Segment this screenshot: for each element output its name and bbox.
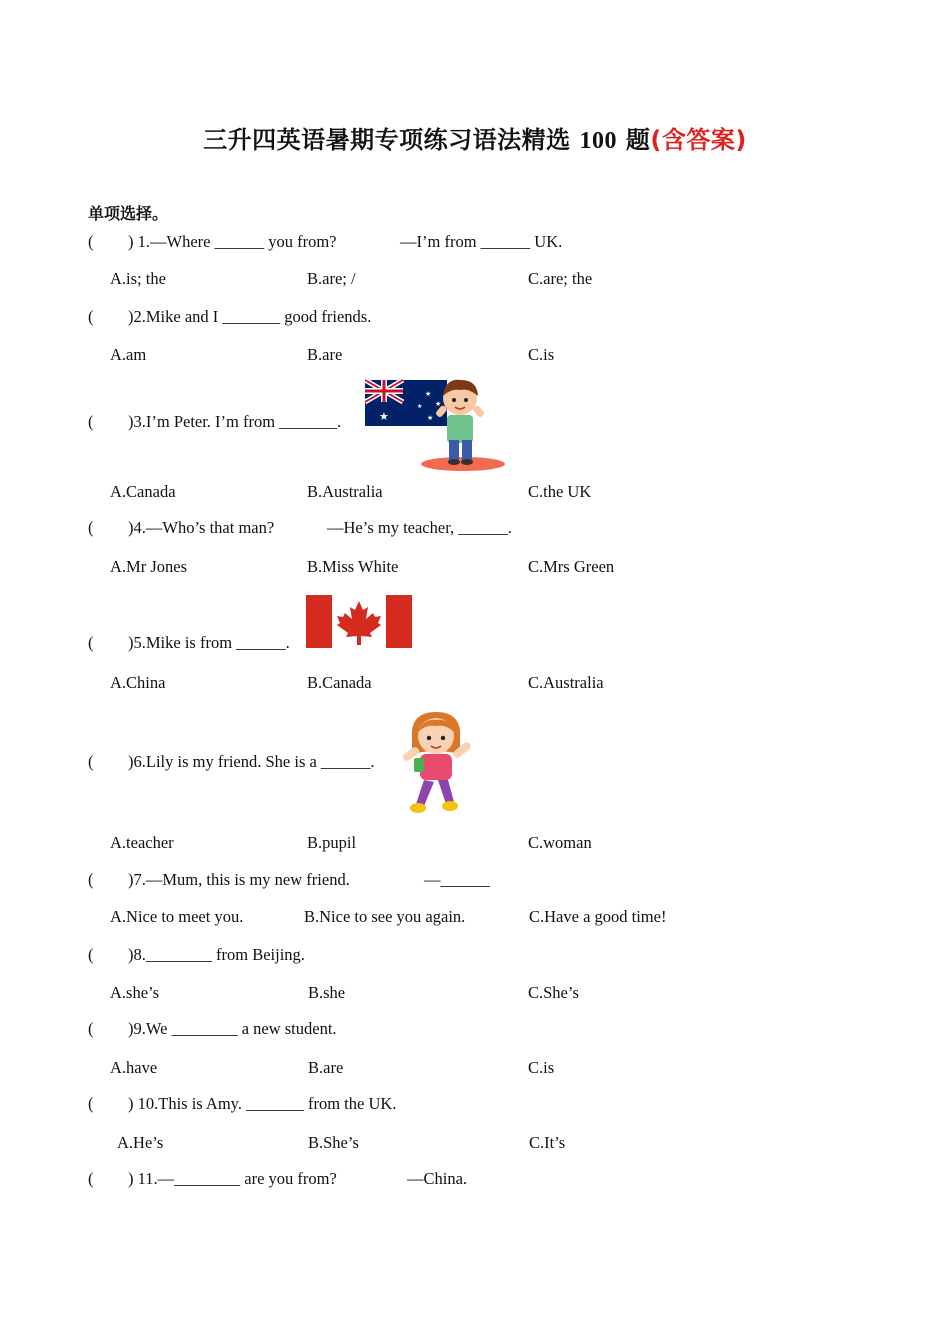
option-a: A.He’s xyxy=(117,1133,164,1152)
title-suffix: 题 xyxy=(617,126,651,154)
title-number: 100 xyxy=(579,128,618,154)
option-b: B.Miss White xyxy=(307,557,399,576)
question-text: )4.—Who’s that man? xyxy=(128,518,275,537)
option-c: C.Have a good time! xyxy=(529,907,667,926)
svg-text:★: ★ xyxy=(379,410,389,423)
title-main: 三升四英语暑期专项练习语法精选 xyxy=(203,126,580,154)
answer-paren: ( xyxy=(88,1169,94,1188)
svg-text:★: ★ xyxy=(427,414,434,422)
option-c: C.She’s xyxy=(528,983,579,1002)
question-response: —China. xyxy=(407,1169,468,1188)
answer-paren: ( xyxy=(88,870,94,889)
question-text: ) 10.This is Amy. _______ from the UK. xyxy=(128,1094,397,1113)
page-title xyxy=(0,120,950,155)
option-a: A.she’s xyxy=(110,983,160,1002)
option-b: B.are; / xyxy=(307,269,356,288)
question-response: —He’s my teacher, ______. xyxy=(327,518,512,537)
question-response: —______ xyxy=(424,870,490,889)
australia-flag-icon xyxy=(365,380,447,426)
question-text: )9.We ________ a new student. xyxy=(128,1019,337,1038)
option-c: C.It’s xyxy=(529,1133,566,1152)
answer-paren: ( xyxy=(88,307,94,326)
option-b: B.Australia xyxy=(307,482,383,501)
option-b: B.are xyxy=(307,345,343,364)
option-a: A.have xyxy=(110,1058,158,1077)
option-b: B.she xyxy=(308,983,346,1002)
option-c: C.woman xyxy=(528,833,592,852)
question-text: )5.Mike is from ______. xyxy=(128,633,290,652)
answer-paren: ( xyxy=(88,1019,94,1038)
canada-flag-icon xyxy=(306,595,412,648)
svg-text:★: ★ xyxy=(425,390,432,398)
answer-paren: ( xyxy=(88,1094,94,1113)
question-text: )2.Mike and I _______ good friends. xyxy=(128,307,372,326)
answer-paren: ( xyxy=(88,518,94,537)
answer-paren: ( xyxy=(88,633,94,652)
option-a: A.Mr Jones xyxy=(110,557,187,576)
option-b: B.Nice to see you again. xyxy=(304,907,466,926)
section-heading: 单项选择。 xyxy=(88,204,169,223)
answer-paren: ( xyxy=(88,752,94,771)
option-a: A.am xyxy=(110,345,147,364)
answer-paren: ( xyxy=(88,412,94,431)
question-text: )6.Lily is my friend. She is a ______. xyxy=(128,752,375,771)
option-c: C.is xyxy=(528,1058,555,1077)
option-a: A.is; the xyxy=(110,269,166,288)
answer-paren: ( xyxy=(88,232,94,251)
option-c: C.are; the xyxy=(528,269,593,288)
option-c: C.Australia xyxy=(528,673,604,692)
title-answer-note: (含答案) xyxy=(650,126,747,154)
question-text: )3.I’m Peter. I’m from _______. xyxy=(128,412,342,431)
option-b: B.She’s xyxy=(308,1133,359,1152)
question-response: —I’m from ______ UK. xyxy=(400,232,563,251)
option-a: A.Canada xyxy=(110,482,176,501)
option-c: C.Mrs Green xyxy=(528,557,615,576)
option-c: C.is xyxy=(528,345,555,364)
option-b: B.pupil xyxy=(307,833,357,852)
svg-text:★: ★ xyxy=(417,403,423,410)
option-b: B.Canada xyxy=(307,673,372,692)
girl-icon xyxy=(396,708,478,820)
svg-text:★: ★ xyxy=(435,400,442,408)
option-a: A.Nice to meet you. xyxy=(110,907,244,926)
question-text: ) 1.—Where ______ you from? xyxy=(128,232,337,251)
question-text: ) 11.—________ are you from? xyxy=(128,1169,337,1188)
answer-paren: ( xyxy=(88,945,94,964)
australia-boy-illustration xyxy=(365,378,515,476)
option-c: C.the UK xyxy=(528,482,592,501)
option-a: A.teacher xyxy=(110,833,174,852)
option-b: B.are xyxy=(308,1058,344,1077)
option-a: A.China xyxy=(110,673,166,692)
question-text: )7.—Mum, this is my new friend. xyxy=(128,870,350,889)
question-text: )8.________ from Beijing. xyxy=(128,945,305,964)
